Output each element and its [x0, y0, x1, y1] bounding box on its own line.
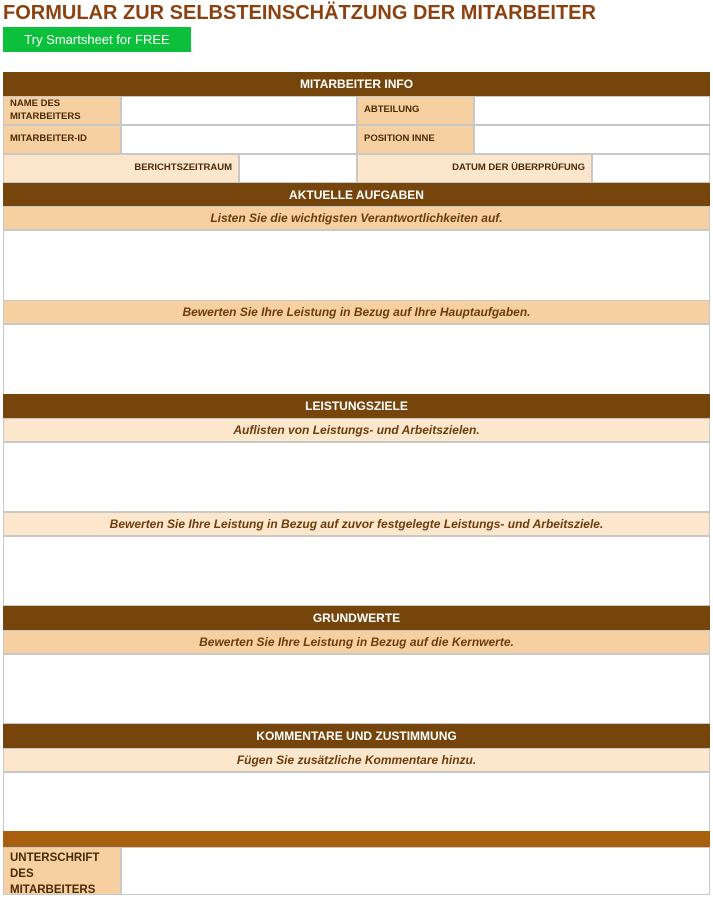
employee-name-field[interactable] — [121, 96, 357, 125]
main-tasks-rating-answer-area[interactable] — [3, 324, 710, 395]
signature-field[interactable] — [121, 847, 710, 895]
reporting-period-field[interactable] — [239, 154, 357, 183]
core-values-prompt: Bewerten Sie Ihre Leistung in Bezug auf die Kernwerte. — [3, 630, 710, 654]
page-title: FORMULAR ZUR SELBSTEINSCHÄTZUNG DER MITARBEITER — [3, 2, 596, 24]
employee-id-label: MITARBEITER-ID — [3, 125, 121, 154]
section-header-comments: KOMMENTARE UND ZUSTIMMUNG — [3, 724, 710, 748]
performance-goals-answer-area[interactable] — [3, 442, 710, 512]
department-field[interactable] — [474, 96, 710, 125]
core-values-answer-area[interactable] — [3, 654, 710, 724]
performance-goals-prompt-list: Auflisten von Leistungs- und Arbeitszielen. — [3, 418, 710, 442]
comments-answer-area[interactable] — [3, 772, 710, 832]
review-date-label: DATUM DER ÜBERPRÜFUNG — [357, 154, 592, 183]
employee-name-label: NAME DES MITARBEITERS — [3, 96, 121, 125]
try-smartsheet-button[interactable]: Try Smartsheet for FREE — [3, 27, 191, 52]
review-date-field[interactable] — [592, 154, 710, 183]
department-label: ABTEILUNG — [357, 96, 474, 125]
performance-goals-prompt-rating: Bewerten Sie Ihre Leistung in Bezug auf zuvor festgelegte Leistungs- und Arbeitsziele. — [3, 512, 710, 536]
section-header-core-values: GRUNDWERTE — [3, 606, 710, 630]
section-header-performance-goals: LEISTUNGSZIELE — [3, 394, 710, 418]
section-header-employee-info: MITARBEITER INFO — [3, 72, 710, 96]
position-field[interactable] — [474, 125, 710, 154]
current-tasks-prompt-rating: Bewerten Sie Ihre Leistung in Bezug auf Ihre Hauptaufgaben. — [3, 300, 710, 324]
performance-goals-rating-answer-area[interactable] — [3, 536, 710, 606]
signature-divider-bar — [3, 831, 710, 847]
current-tasks-prompt-responsibilities: Listen Sie die wichtigsten Verantwortlichkeiten auf. — [3, 206, 710, 230]
comments-prompt: Fügen Sie zusätzliche Kommentare hinzu. — [3, 748, 710, 772]
position-label: POSITION INNE — [357, 125, 474, 154]
reporting-period-label: BERICHTSZEITRAUM — [3, 154, 239, 183]
signature-label: UNTERSCHRIFT DES MITARBEITERS — [3, 847, 121, 895]
section-header-current-tasks: AKTUELLE AUFGABEN — [3, 183, 710, 206]
employee-id-field[interactable] — [121, 125, 357, 154]
responsibilities-answer-area[interactable] — [3, 230, 710, 301]
